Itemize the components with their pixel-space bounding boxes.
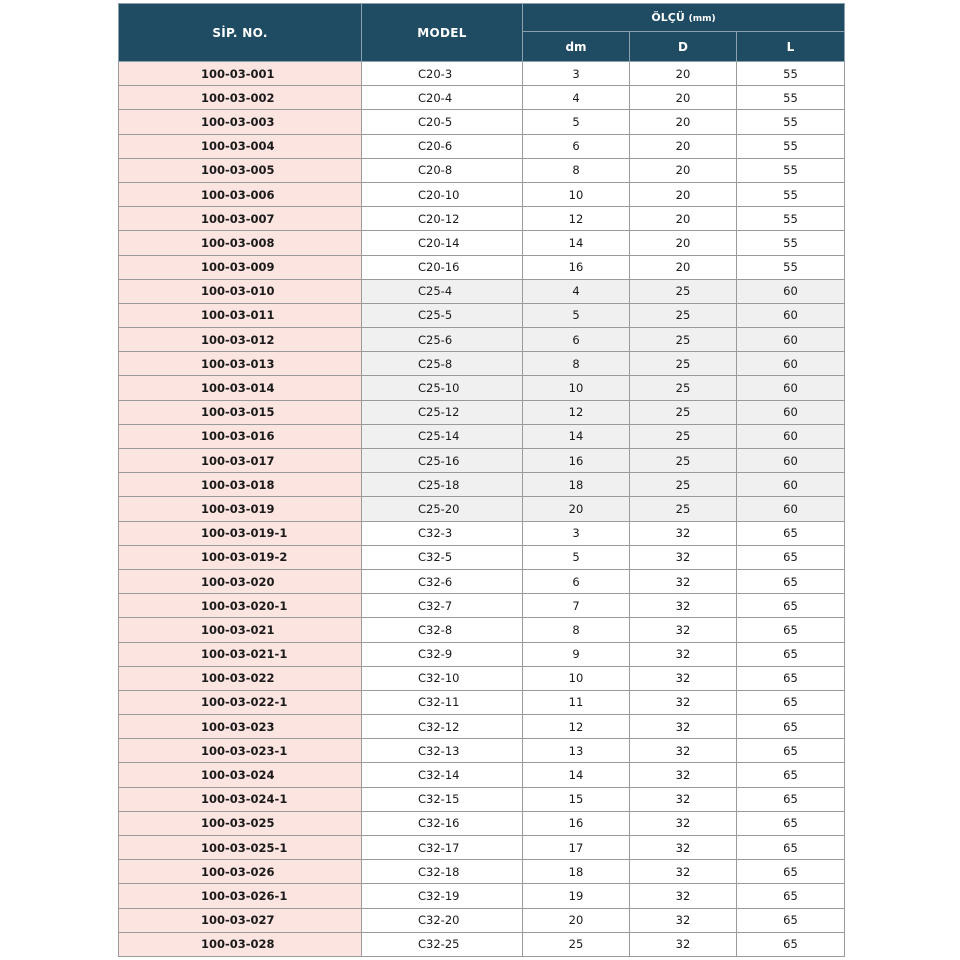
d-cell: 32 bbox=[630, 836, 737, 860]
d-cell: 32 bbox=[630, 884, 737, 908]
d-cell: 25 bbox=[630, 497, 737, 521]
sip-no-cell: 100-03-013 bbox=[119, 352, 362, 376]
table-row bbox=[119, 328, 845, 352]
header-olcu bbox=[523, 4, 845, 32]
d-cell: 32 bbox=[630, 521, 737, 545]
sip-no-cell: 100-03-025-1 bbox=[119, 836, 362, 860]
d-cell: 20 bbox=[630, 86, 737, 110]
dm-cell: 5 bbox=[523, 110, 630, 134]
l-cell: 65 bbox=[737, 521, 845, 545]
model-cell: C20-6 bbox=[362, 134, 523, 158]
dm-cell: 10 bbox=[523, 376, 630, 400]
dm-cell: 13 bbox=[523, 739, 630, 763]
sip-no-cell: 100-03-008 bbox=[119, 231, 362, 255]
sip-no-cell: 100-03-019-2 bbox=[119, 545, 362, 569]
sip-no-cell: 100-03-005 bbox=[119, 158, 362, 182]
dm-cell: 10 bbox=[523, 182, 630, 206]
sip-no-cell: 100-03-026-1 bbox=[119, 884, 362, 908]
table-row bbox=[119, 569, 845, 593]
model-cell: C32-19 bbox=[362, 884, 523, 908]
dm-cell: 20 bbox=[523, 497, 630, 521]
table-row bbox=[119, 932, 845, 956]
sip-no-cell: 100-03-019 bbox=[119, 497, 362, 521]
dm-cell: 25 bbox=[523, 932, 630, 956]
l-cell: 55 bbox=[737, 255, 845, 279]
table-row bbox=[119, 666, 845, 690]
table-row bbox=[119, 400, 845, 424]
table-header bbox=[119, 4, 845, 62]
model-cell: C32-11 bbox=[362, 690, 523, 714]
sip-no-cell: 100-03-015 bbox=[119, 400, 362, 424]
d-cell: 25 bbox=[630, 424, 737, 448]
model-cell: C32-14 bbox=[362, 763, 523, 787]
model-cell: C32-25 bbox=[362, 932, 523, 956]
d-cell: 25 bbox=[630, 352, 737, 376]
sip-no-cell: 100-03-010 bbox=[119, 279, 362, 303]
table-row bbox=[119, 86, 845, 110]
sip-no-cell: 100-03-021 bbox=[119, 618, 362, 642]
d-cell: 32 bbox=[630, 763, 737, 787]
header-d: D bbox=[630, 32, 737, 62]
dm-cell: 14 bbox=[523, 763, 630, 787]
table-row bbox=[119, 811, 845, 835]
dm-cell: 10 bbox=[523, 666, 630, 690]
l-cell: 60 bbox=[737, 400, 845, 424]
sip-no-cell: 100-03-024-1 bbox=[119, 787, 362, 811]
d-cell: 25 bbox=[630, 376, 737, 400]
dm-cell: 16 bbox=[523, 449, 630, 473]
header-olcu-unit: (mm) bbox=[688, 14, 716, 25]
model-cell: C20-4 bbox=[362, 86, 523, 110]
sip-no-cell: 100-03-023-1 bbox=[119, 739, 362, 763]
l-cell: 65 bbox=[737, 787, 845, 811]
table-row bbox=[119, 352, 845, 376]
table-row bbox=[119, 642, 845, 666]
model-cell: C32-20 bbox=[362, 908, 523, 932]
model-cell: C25-8 bbox=[362, 352, 523, 376]
d-cell: 25 bbox=[630, 449, 737, 473]
model-cell: C25-6 bbox=[362, 328, 523, 352]
model-cell: C32-8 bbox=[362, 618, 523, 642]
dm-cell: 8 bbox=[523, 158, 630, 182]
sip-no-cell: 100-03-007 bbox=[119, 207, 362, 231]
dm-cell: 6 bbox=[523, 134, 630, 158]
dm-cell: 12 bbox=[523, 207, 630, 231]
model-cell: C20-10 bbox=[362, 182, 523, 206]
d-cell: 32 bbox=[630, 690, 737, 714]
model-cell: C20-5 bbox=[362, 110, 523, 134]
table-row bbox=[119, 449, 845, 473]
l-cell: 65 bbox=[737, 569, 845, 593]
table-row bbox=[119, 545, 845, 569]
d-cell: 25 bbox=[630, 303, 737, 327]
model-cell: C25-14 bbox=[362, 424, 523, 448]
l-cell: 55 bbox=[737, 86, 845, 110]
table-row bbox=[119, 908, 845, 932]
sip-no-cell: 100-03-011 bbox=[119, 303, 362, 327]
model-cell: C25-16 bbox=[362, 449, 523, 473]
d-cell: 32 bbox=[630, 739, 737, 763]
d-cell: 20 bbox=[630, 255, 737, 279]
dm-cell: 8 bbox=[523, 618, 630, 642]
sip-no-cell: 100-03-023 bbox=[119, 715, 362, 739]
model-cell: C20-3 bbox=[362, 62, 523, 86]
l-cell: 65 bbox=[737, 545, 845, 569]
l-cell: 60 bbox=[737, 376, 845, 400]
dm-cell: 6 bbox=[523, 569, 630, 593]
model-cell: C32-18 bbox=[362, 860, 523, 884]
sip-no-cell: 100-03-012 bbox=[119, 328, 362, 352]
table-row bbox=[119, 424, 845, 448]
l-cell: 60 bbox=[737, 303, 845, 327]
dm-cell: 5 bbox=[523, 545, 630, 569]
sip-no-cell: 100-03-001 bbox=[119, 62, 362, 86]
table-body bbox=[119, 62, 845, 957]
d-cell: 32 bbox=[630, 908, 737, 932]
l-cell: 55 bbox=[737, 62, 845, 86]
table-row bbox=[119, 279, 845, 303]
model-cell: C32-7 bbox=[362, 594, 523, 618]
dm-cell: 5 bbox=[523, 303, 630, 327]
table-row bbox=[119, 787, 845, 811]
d-cell: 20 bbox=[630, 182, 737, 206]
dm-cell: 18 bbox=[523, 473, 630, 497]
dm-cell: 7 bbox=[523, 594, 630, 618]
table-row bbox=[119, 497, 845, 521]
table-row bbox=[119, 182, 845, 206]
dm-cell: 16 bbox=[523, 811, 630, 835]
header-dm: dm bbox=[523, 32, 630, 62]
sip-no-cell: 100-03-019-1 bbox=[119, 521, 362, 545]
l-cell: 60 bbox=[737, 352, 845, 376]
model-cell: C25-12 bbox=[362, 400, 523, 424]
model-cell: C32-15 bbox=[362, 787, 523, 811]
d-cell: 32 bbox=[630, 618, 737, 642]
sip-no-cell: 100-03-009 bbox=[119, 255, 362, 279]
sip-no-cell: 100-03-024 bbox=[119, 763, 362, 787]
table-row bbox=[119, 255, 845, 279]
dm-cell: 3 bbox=[523, 521, 630, 545]
sip-no-cell: 100-03-004 bbox=[119, 134, 362, 158]
d-cell: 32 bbox=[630, 811, 737, 835]
table-row bbox=[119, 860, 845, 884]
model-cell: C20-16 bbox=[362, 255, 523, 279]
d-cell: 32 bbox=[630, 860, 737, 884]
l-cell: 65 bbox=[737, 763, 845, 787]
header-olcu-label: ÖLÇÜ bbox=[651, 11, 685, 25]
dm-cell: 9 bbox=[523, 642, 630, 666]
model-cell: C32-5 bbox=[362, 545, 523, 569]
sip-no-cell: 100-03-026 bbox=[119, 860, 362, 884]
l-cell: 65 bbox=[737, 715, 845, 739]
sip-no-cell: 100-03-017 bbox=[119, 449, 362, 473]
l-cell: 65 bbox=[737, 908, 845, 932]
l-cell: 60 bbox=[737, 279, 845, 303]
d-cell: 25 bbox=[630, 279, 737, 303]
dm-cell: 12 bbox=[523, 715, 630, 739]
table-row bbox=[119, 62, 845, 86]
model-cell: C25-5 bbox=[362, 303, 523, 327]
model-cell: C25-10 bbox=[362, 376, 523, 400]
d-cell: 20 bbox=[630, 62, 737, 86]
model-cell: C32-6 bbox=[362, 569, 523, 593]
l-cell: 55 bbox=[737, 182, 845, 206]
sip-no-cell: 100-03-016 bbox=[119, 424, 362, 448]
table-row bbox=[119, 110, 845, 134]
dm-cell: 4 bbox=[523, 86, 630, 110]
sip-no-cell: 100-03-022-1 bbox=[119, 690, 362, 714]
table-row bbox=[119, 473, 845, 497]
model-cell: C32-12 bbox=[362, 715, 523, 739]
dm-cell: 11 bbox=[523, 690, 630, 714]
d-cell: 32 bbox=[630, 932, 737, 956]
sip-no-cell: 100-03-028 bbox=[119, 932, 362, 956]
model-cell: C20-14 bbox=[362, 231, 523, 255]
d-cell: 25 bbox=[630, 328, 737, 352]
model-cell: C32-16 bbox=[362, 811, 523, 835]
dm-cell: 20 bbox=[523, 908, 630, 932]
sip-no-cell: 100-03-020-1 bbox=[119, 594, 362, 618]
d-cell: 32 bbox=[630, 594, 737, 618]
product-spec-table bbox=[118, 3, 845, 957]
table-row bbox=[119, 207, 845, 231]
dm-cell: 17 bbox=[523, 836, 630, 860]
sip-no-cell: 100-03-018 bbox=[119, 473, 362, 497]
l-cell: 65 bbox=[737, 666, 845, 690]
header-l: L bbox=[737, 32, 845, 62]
l-cell: 60 bbox=[737, 497, 845, 521]
l-cell: 65 bbox=[737, 739, 845, 763]
l-cell: 60 bbox=[737, 424, 845, 448]
table-row bbox=[119, 690, 845, 714]
dm-cell: 19 bbox=[523, 884, 630, 908]
l-cell: 65 bbox=[737, 690, 845, 714]
l-cell: 60 bbox=[737, 328, 845, 352]
d-cell: 25 bbox=[630, 473, 737, 497]
product-table-container bbox=[118, 3, 844, 957]
table-row bbox=[119, 158, 845, 182]
d-cell: 32 bbox=[630, 666, 737, 690]
dm-cell: 8 bbox=[523, 352, 630, 376]
sip-no-cell: 100-03-014 bbox=[119, 376, 362, 400]
d-cell: 20 bbox=[630, 158, 737, 182]
d-cell: 20 bbox=[630, 207, 737, 231]
table-row bbox=[119, 836, 845, 860]
table-row bbox=[119, 763, 845, 787]
dm-cell: 12 bbox=[523, 400, 630, 424]
d-cell: 20 bbox=[630, 110, 737, 134]
model-cell: C20-12 bbox=[362, 207, 523, 231]
header-model: MODEL bbox=[362, 4, 523, 62]
model-cell: C25-20 bbox=[362, 497, 523, 521]
table-row bbox=[119, 303, 845, 327]
dm-cell: 3 bbox=[523, 62, 630, 86]
model-cell: C32-10 bbox=[362, 666, 523, 690]
table-row bbox=[119, 618, 845, 642]
l-cell: 55 bbox=[737, 110, 845, 134]
d-cell: 32 bbox=[630, 715, 737, 739]
sip-no-cell: 100-03-022 bbox=[119, 666, 362, 690]
d-cell: 32 bbox=[630, 642, 737, 666]
l-cell: 65 bbox=[737, 811, 845, 835]
dm-cell: 4 bbox=[523, 279, 630, 303]
table-row bbox=[119, 231, 845, 255]
table-row bbox=[119, 134, 845, 158]
l-cell: 65 bbox=[737, 932, 845, 956]
model-cell: C32-17 bbox=[362, 836, 523, 860]
model-cell: C32-9 bbox=[362, 642, 523, 666]
dm-cell: 15 bbox=[523, 787, 630, 811]
header-sip-no: SİP. NO. bbox=[119, 4, 362, 62]
sip-no-cell: 100-03-003 bbox=[119, 110, 362, 134]
dm-cell: 14 bbox=[523, 424, 630, 448]
sip-no-cell: 100-03-025 bbox=[119, 811, 362, 835]
sip-no-cell: 100-03-020 bbox=[119, 569, 362, 593]
table-row bbox=[119, 715, 845, 739]
d-cell: 20 bbox=[630, 231, 737, 255]
table-row bbox=[119, 376, 845, 400]
sip-no-cell: 100-03-027 bbox=[119, 908, 362, 932]
l-cell: 65 bbox=[737, 836, 845, 860]
d-cell: 25 bbox=[630, 400, 737, 424]
l-cell: 65 bbox=[737, 594, 845, 618]
l-cell: 65 bbox=[737, 860, 845, 884]
l-cell: 65 bbox=[737, 642, 845, 666]
l-cell: 55 bbox=[737, 158, 845, 182]
model-cell: C25-18 bbox=[362, 473, 523, 497]
dm-cell: 6 bbox=[523, 328, 630, 352]
model-cell: C32-13 bbox=[362, 739, 523, 763]
sip-no-cell: 100-03-021-1 bbox=[119, 642, 362, 666]
d-cell: 32 bbox=[630, 545, 737, 569]
l-cell: 60 bbox=[737, 449, 845, 473]
table-row bbox=[119, 594, 845, 618]
sip-no-cell: 100-03-002 bbox=[119, 86, 362, 110]
model-cell: C32-3 bbox=[362, 521, 523, 545]
dm-cell: 16 bbox=[523, 255, 630, 279]
l-cell: 55 bbox=[737, 207, 845, 231]
table-row bbox=[119, 739, 845, 763]
l-cell: 55 bbox=[737, 231, 845, 255]
model-cell: C25-4 bbox=[362, 279, 523, 303]
sip-no-cell: 100-03-006 bbox=[119, 182, 362, 206]
l-cell: 60 bbox=[737, 473, 845, 497]
dm-cell: 18 bbox=[523, 860, 630, 884]
l-cell: 65 bbox=[737, 884, 845, 908]
dm-cell: 14 bbox=[523, 231, 630, 255]
d-cell: 32 bbox=[630, 787, 737, 811]
table-row bbox=[119, 521, 845, 545]
d-cell: 32 bbox=[630, 569, 737, 593]
model-cell: C20-8 bbox=[362, 158, 523, 182]
l-cell: 55 bbox=[737, 134, 845, 158]
table-row bbox=[119, 884, 845, 908]
l-cell: 65 bbox=[737, 618, 845, 642]
d-cell: 20 bbox=[630, 134, 737, 158]
